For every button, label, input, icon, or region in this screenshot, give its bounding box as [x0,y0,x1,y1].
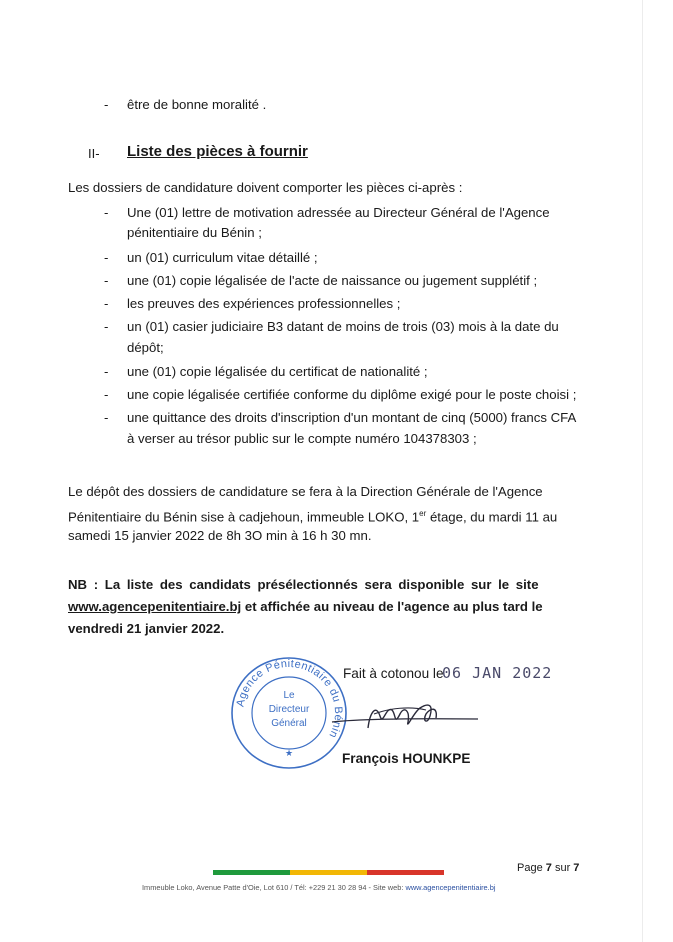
page-current: 7 [545,862,552,874]
deposit-line: samedi 15 janvier 2022 de 8h 3O min à 16 h 30 mn. [68,528,372,543]
address-text: Immeuble Loko, Avenue Patte d'Oie, Lot 610 / Tél: +229 21 30 28 94 - Site web: [142,883,404,892]
list-item-line: une quittance des droits d'inscription d'un montant de cinq (5000) francs CFA [127,410,577,425]
handwritten-signature [330,692,480,740]
footer-bar-red [367,870,444,875]
bullet-dash: - [104,296,109,311]
bullet-dash: - [104,364,109,379]
page-sep: sur [554,862,571,874]
list-item-line: un (01) casier judiciaire B3 datant de moins de trois (03) mois à la date du [127,319,559,334]
list-item-line: pénitentiaire du Bénin ; [127,225,262,240]
page-word: Page [517,862,543,874]
scan-edge-line [642,0,643,942]
stamp-ring-text: Agence Pénitentiaire du Bénin [234,657,345,741]
deposit-text: étage, du mardi 11 au [426,509,558,525]
signer-name: François HOUNKPE [342,751,471,766]
footer-bar-yellow [290,870,367,875]
stamp-center-line: Le [283,690,295,701]
list-item-line: Une (01) lettre de motivation adressée au Directeur Général de l'Agence [127,205,550,220]
list-item-line: les preuves des expériences professionnelles ; [127,296,401,311]
star-icon: ★ [284,748,294,758]
section-title: Liste des pièces à fournir [127,143,308,160]
nb-line [68,599,543,615]
stamp-center-line: Directeur [268,704,310,715]
bullet-dash: - [104,387,109,402]
bullet-dash: - [104,97,109,112]
date-stamp: 06 JAN 2022 [442,664,553,682]
list-item-line: une (01) copie légalisée de l'acte de naissance ou jugement supplétif ; [127,273,538,288]
list-item-line: une (01) copie légalisée du certificat de nationalité ; [127,364,428,379]
nb-text: et affichée au niveau de l'agence au plus tard le [241,599,543,614]
footer-address [142,883,495,892]
list-item-line: une copie légalisée certifiée conforme du diplôme exigé pour le poste choisi ; [127,387,577,402]
lead-text: Les dossiers de candidature doivent comporter les pièces ci-après : [68,180,463,195]
bullet-dash: - [104,250,109,265]
section-number: II- [88,146,100,161]
footer-bar-green [213,870,290,875]
page-total: 7 [573,862,580,874]
deposit-line: Le dépôt des dossiers de candidature se fera à la Direction Générale de l'Agence [68,484,543,499]
list-item-line: dépôt; [127,340,164,355]
ordinal-superscript: er [419,509,427,518]
nb-line: NB : La liste des candidats présélectionnés sera disponible sur le site [68,577,539,592]
stamp-center-line: Général [271,718,307,729]
deposit-line [68,506,557,525]
intro-bullet-text: être de bonne moralité . [127,97,267,112]
website-link[interactable]: www.agencepenitentiaire.bj [68,599,242,614]
nb-line: vendredi 21 janvier 2022. [68,621,225,636]
page-number [517,862,579,874]
footer-website[interactable]: www.agencepenitentiaire.bj [405,883,496,892]
list-item-line: un (01) curriculum vitae détaillé ; [127,250,318,265]
bullet-dash: - [104,410,109,425]
place-text: Fait à cotonou le [343,666,444,681]
list-item-line: à verser au trésor public sur le compte numéro 104378303 ; [127,431,477,446]
deposit-text: Pénitentiaire du Bénin sise à cadjehoun, immeuble LOKO, 1 [68,509,420,525]
bullet-dash: - [104,273,109,288]
bullet-dash: - [104,319,109,334]
bullet-dash: - [104,205,109,220]
